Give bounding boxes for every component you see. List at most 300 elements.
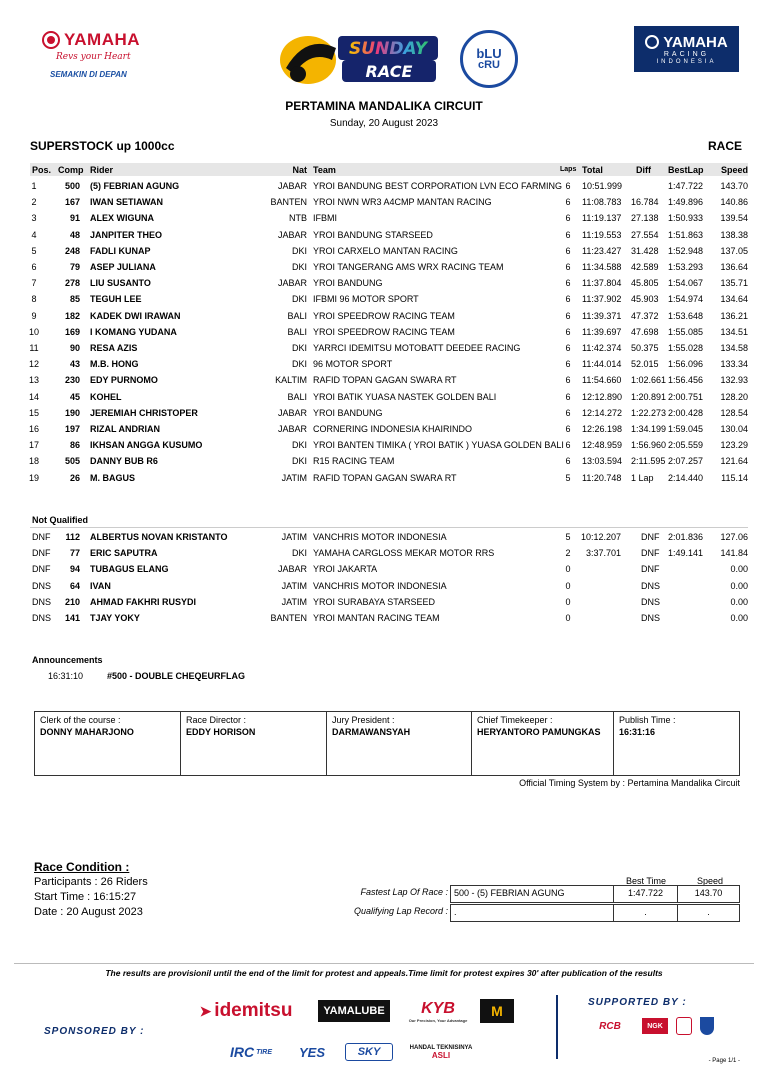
result-diff: 1 Lap [631, 472, 654, 483]
result-diff: 45.805 [631, 278, 659, 289]
semakin-tagline: SEMAKIN DI DEPAN [50, 70, 127, 79]
qualifying-lap-label: Qualifying Lap Record : [353, 906, 448, 916]
nq-nat: JABAR [277, 564, 307, 575]
result-best: 1:55.085 [667, 326, 703, 337]
sky-text: SKY [357, 1046, 381, 1058]
result-pos: 11 [29, 343, 39, 353]
result-rider: RIZAL ANDRIAN [90, 424, 160, 434]
result-nat: BANTEN [270, 197, 307, 208]
official-name: 16:31:16 [619, 727, 656, 737]
result-total: 11:23.427 [582, 245, 622, 256]
result-total: 13:03.594 [582, 456, 623, 467]
nq-diff: DNF [641, 532, 660, 542]
nq-comp: 94 [69, 564, 80, 575]
result-laps: 6 [565, 326, 571, 337]
result-comp: 79 [69, 262, 80, 272]
result-best: 1:55.028 [667, 343, 703, 353]
official-chief-timekeeper [472, 712, 614, 775]
result-laps: 6 [565, 375, 571, 386]
result-nat: BALI [287, 391, 307, 402]
column-header-diff: Diff [636, 165, 651, 175]
result-diff: 45.903 [631, 294, 659, 305]
result-diff: 31.428 [631, 245, 659, 256]
nq-speed: 127.06 [720, 532, 748, 542]
nq-nat: JATIM [281, 532, 307, 542]
result-laps: 6 [565, 343, 571, 353]
result-total: 12:12.890 [582, 391, 623, 402]
best-time-header: Best Time [626, 876, 667, 886]
result-laps: 6 [565, 229, 571, 240]
session-title: RACE [707, 139, 742, 153]
result-team: YROI CARXELO MANTAN RACING [313, 245, 458, 256]
official-role: Chief Timekeeper : [477, 715, 553, 725]
result-team: RAFID TOPAN GAGAN SWARA RT [313, 472, 457, 483]
timing-system-credit: Official Timing System by : Pertamina Mandalika Circuit [519, 778, 740, 788]
speed-header: Speed [697, 876, 724, 886]
nq-pos: DNF [32, 532, 51, 542]
nq-nat: JATIM [281, 596, 307, 607]
result-pos: 18 [28, 456, 39, 467]
column-header-total: Total [582, 165, 603, 175]
result-diff: 2:11.595 [631, 456, 666, 467]
result-team: R15 RACING TEAM [313, 456, 395, 467]
result-team: CORNERING INDONESIA KHAIRINDO [313, 424, 473, 434]
footer-divider [14, 963, 754, 964]
announcements-title: Announcements [32, 655, 103, 665]
result-rider: IKHSAN ANGGA KUSUMO [90, 440, 203, 451]
column-header-comp: Comp [58, 165, 84, 175]
yamaha-wordmark: YAMAHA [64, 30, 141, 49]
ngk-logo [642, 1018, 668, 1034]
result-pos: 8 [31, 294, 37, 305]
result-diff: 1:02.661 [631, 375, 667, 386]
result-best: 2:07.257 [667, 456, 703, 467]
result-diff: 47.372 [631, 310, 659, 321]
result-pos: 7 [31, 278, 37, 289]
yes-text: YES [298, 1044, 325, 1060]
circuit-title: PERTAMINA MANDALIKA CIRCUIT [285, 99, 483, 113]
result-diff: 42.589 [631, 262, 659, 272]
event-date: Sunday, 20 August 2023 [329, 118, 439, 129]
nq-pos: DNF [32, 564, 51, 575]
result-speed: 139.54 [720, 213, 748, 224]
result-pos: 13 [28, 375, 39, 386]
shield-icon [700, 1017, 714, 1035]
result-total: 11:19.137 [582, 213, 622, 224]
nq-total: 3:37.701 [585, 548, 621, 559]
nq-laps: 0 [565, 580, 571, 591]
result-best: 1:54.974 [667, 294, 703, 305]
irc-tire-logo [222, 1042, 280, 1062]
yes-logo [292, 1042, 332, 1062]
result-comp: 190 [64, 407, 80, 418]
result-rider: IWAN SETIAWAN [90, 197, 164, 208]
result-comp: 91 [69, 213, 80, 224]
qualifying-lap-speed: . [678, 904, 740, 922]
result-speed: 134.58 [720, 343, 748, 353]
result-best: 1:54.067 [667, 278, 703, 289]
sponsored-by-label: SPONSORED BY : [44, 1026, 145, 1037]
nq-team: YROI MANTAN RACING TEAM [313, 613, 440, 623]
svg-text:SUNDAY: SUNDAY [349, 39, 427, 59]
result-laps: 6 [565, 310, 571, 321]
result-team: YROI SPEEDROW RACING TEAM [313, 310, 455, 321]
result-comp: 500 [64, 181, 80, 191]
result-rider: JEREMIAH CHRISTOPER [90, 407, 198, 418]
nq-speed: 0.00 [730, 580, 748, 591]
result-total: 11:08.783 [582, 197, 622, 208]
result-best: 2:14.440 [667, 472, 703, 483]
result-laps: 6 [565, 262, 571, 272]
result-rider: (5) FEBRIAN AGUNG [90, 181, 180, 191]
official-name: DARMAWANSYAH [332, 727, 411, 737]
result-speed: 128.20 [720, 391, 748, 402]
fastest-lap-time: 1:47.722 [614, 885, 678, 903]
handal-text: HANDAL TEKNISINYA [409, 1044, 473, 1051]
nq-laps: 0 [565, 613, 571, 623]
result-rider: RESA AZIS [90, 343, 138, 353]
yamaha-logo-left [42, 30, 152, 79]
idemitsu-logo [190, 998, 302, 1024]
official-jury-president [327, 712, 472, 775]
result-team: YARRCI IDEMITSU MOTOBATT DEEDEE RACING [313, 343, 521, 353]
result-diff: 50.375 [631, 343, 659, 353]
result-nat: DKI [291, 262, 307, 272]
result-nat: JABAR [277, 278, 307, 289]
official-role: Clerk of the course : [40, 715, 121, 725]
nq-laps: 2 [565, 548, 571, 559]
indonesia-text: INDONESIA [656, 58, 717, 65]
result-team: YROI BATIK YUASA NASTEK GOLDEN BALI [313, 391, 497, 402]
fastest-lap-speed: 143.70 [678, 885, 740, 903]
provisional-footnote: The results are provisionil until the end of the limit for protest and appeals.Time limit for protest expires 30' after publication of the results [105, 968, 663, 978]
kyb-logo [406, 998, 470, 1024]
result-pos: 17 [28, 440, 39, 451]
sunday-race-logo [276, 28, 446, 90]
nq-team: VANCHRIS MOTOR INDONESIA [313, 532, 447, 542]
result-nat: KALTIM [275, 375, 307, 386]
race-condition-title: Race Condition : [34, 860, 130, 874]
result-laps: 6 [565, 197, 571, 208]
nq-nat: BANTEN [270, 613, 307, 623]
nq-comp: 112 [65, 532, 80, 542]
kyb-text: KYB [421, 999, 455, 1017]
irc-tire-text: TIRE [256, 1048, 273, 1056]
result-team: IFBMI 96 MOTOR SPORT [313, 294, 419, 305]
nq-diff: DNS [641, 580, 661, 591]
result-laps: 6 [565, 181, 571, 191]
result-team: YROI SPEEDROW RACING TEAM [313, 326, 455, 337]
result-laps: 6 [565, 424, 571, 434]
nq-best: 2:01.836 [667, 532, 703, 542]
result-diff: 27.554 [631, 229, 659, 240]
result-laps: 6 [565, 440, 571, 451]
sponsor-badge-icon [676, 1017, 692, 1035]
result-rider: FADLI KUNAP [90, 245, 151, 256]
column-header-team: Team [313, 165, 336, 175]
result-diff: 52.015 [631, 359, 659, 370]
result-speed: 134.64 [720, 294, 748, 305]
result-pos: 16 [28, 424, 39, 434]
result-best: 1:49.896 [667, 197, 703, 208]
idemitsu-text: idemitsu [214, 1000, 293, 1021]
nq-rider: ALBERTUS NOVAN KRISTANTO [90, 532, 228, 542]
result-rider: ASEP JULIANA [90, 262, 156, 272]
result-comp: 86 [69, 440, 80, 451]
motobatt-logo [480, 999, 514, 1023]
result-diff: 1:34.199 [631, 424, 667, 434]
result-best: 1:56.456 [667, 375, 703, 386]
result-pos: 9 [31, 310, 37, 321]
nq-rider: AHMAD FAKHRI RUSYDI [90, 596, 197, 607]
result-speed: 143.70 [720, 181, 748, 191]
result-total: 11:37.804 [582, 278, 622, 289]
result-pos: 15 [28, 407, 39, 418]
nq-nat: DKI [291, 548, 307, 559]
result-nat: JABAR [277, 181, 307, 191]
official-role: Jury President : [332, 715, 395, 725]
result-rider: KOHEL [90, 391, 122, 402]
result-pos: 19 [28, 472, 39, 483]
result-diff: 27.138 [631, 213, 659, 224]
result-nat: JATIM [281, 472, 307, 483]
official-role: Race Director : [186, 715, 247, 725]
result-team: 96 MOTOR SPORT [313, 359, 393, 370]
sponsor-divider [556, 995, 558, 1059]
result-total: 11:20.748 [582, 472, 622, 483]
result-team: RAFID TOPAN GAGAN SWARA RT [313, 375, 457, 386]
result-speed: 134.51 [720, 326, 748, 337]
result-laps: 6 [565, 407, 571, 418]
announcement-time: 16:31:10 [48, 671, 84, 681]
idemitsu-mark-icon: ➤ [199, 1002, 212, 1019]
nq-team: YROI JAKARTA [313, 564, 378, 575]
result-rider: ALEX WIGUNA [90, 213, 154, 224]
supported-by-label: SUPPORTED BY : [588, 997, 687, 1008]
nq-speed: 0.00 [730, 596, 748, 607]
nq-team: VANCHRIS MOTOR INDONESIA [313, 580, 447, 591]
result-total: 11:54.660 [582, 375, 622, 386]
result-speed: 128.54 [720, 407, 748, 418]
yamaha-right-wordmark: YAMAHA [663, 33, 728, 51]
result-speed: 115.14 [721, 472, 748, 483]
asli-text: ASLI [431, 1050, 451, 1060]
result-laps: 6 [565, 278, 571, 289]
nq-total: 10:12.207 [580, 532, 621, 542]
result-nat: DKI [291, 440, 307, 451]
column-header-rider: Rider [90, 165, 114, 175]
column-header-nat: Nat [292, 165, 307, 175]
nq-laps: 5 [565, 532, 571, 542]
result-best: 2:00.751 [667, 391, 703, 402]
result-comp: 278 [64, 278, 80, 289]
nq-nat: JATIM [281, 580, 307, 591]
handal-logo [406, 1042, 476, 1062]
nq-diff: DNF [641, 548, 660, 559]
result-speed: 138.38 [720, 229, 748, 240]
nq-speed: 0.00 [730, 613, 748, 623]
result-comp: 26 [69, 472, 80, 483]
result-speed: 121.64 [720, 456, 748, 467]
result-total: 10:51.999 [582, 181, 623, 191]
result-diff: 16.784 [631, 197, 659, 208]
nq-pos: DNS [32, 596, 52, 607]
result-pos: 5 [31, 245, 37, 256]
result-comp: 169 [64, 326, 80, 337]
tuning-fork-icon [645, 35, 659, 49]
qualifying-lap-row [450, 904, 740, 922]
nq-pos: DNF [32, 548, 51, 559]
result-team: YROI BANTEN TIMIKA ( YROI BATIK ) YUASA GOLDEN BALI [313, 440, 564, 451]
yamalube-logo [318, 1000, 390, 1022]
nq-pos: DNS [32, 580, 52, 591]
result-total: 12:48.959 [582, 440, 623, 451]
result-nat: DKI [291, 294, 307, 305]
nq-laps: 0 [565, 564, 571, 575]
class-title: SUPERSTOCK up 1000cc [30, 139, 175, 153]
official-race-director [181, 712, 327, 775]
nq-diff: DNS [641, 596, 661, 607]
tuning-fork-icon [42, 31, 60, 49]
rcb-logo [588, 1018, 632, 1034]
column-header-best: BestLap [668, 165, 704, 175]
result-laps: 6 [565, 245, 571, 256]
officials-box [34, 711, 740, 776]
result-comp: 167 [64, 197, 80, 208]
result-total: 11:37.902 [582, 294, 622, 305]
nq-rider: IVAN [90, 580, 111, 591]
result-pos: 1 [31, 181, 37, 191]
rcb-text: RCB [599, 1020, 621, 1032]
result-team: YROI BANDUNG BEST CORPORATION LVN ECO FARMING [313, 181, 563, 191]
result-total: 11:42.374 [582, 343, 622, 353]
result-best: 1:51.863 [667, 229, 703, 240]
fastest-lap-row [450, 885, 740, 903]
result-total: 11:34.588 [582, 262, 622, 272]
result-speed: 136.64 [720, 262, 748, 272]
result-rider: LIU SUSANTO [90, 278, 151, 289]
result-rider: TEGUH LEE [90, 294, 142, 305]
nq-team: YROI SURABAYA STARSEED [313, 596, 436, 607]
fastest-lap-rider: 500 - (5) FEBRIAN AGUNG [450, 885, 614, 903]
result-laps: 6 [565, 391, 571, 402]
result-comp: 85 [69, 294, 80, 305]
result-speed: 135.71 [720, 278, 748, 289]
yamaha-racing-indonesia-logo [634, 26, 739, 72]
result-pos: 2 [31, 197, 37, 208]
nq-speed: 141.84 [720, 548, 748, 559]
revs-tagline: Revs your Heart [56, 52, 131, 62]
result-rider: JANPITER THEO [90, 229, 163, 240]
result-team: YROI BANDUNG STARSEED [313, 229, 433, 240]
yamalube-text: YAMALUBE [323, 1005, 385, 1017]
result-team: IFBMI [313, 213, 337, 224]
official-publish-time [614, 712, 739, 775]
result-speed: 140.86 [720, 197, 748, 208]
result-nat: NTB [289, 213, 307, 224]
result-nat: JABAR [277, 424, 307, 434]
announcement-text: #500 - DOUBLE CHEQEURFLAG [107, 671, 246, 681]
result-best: 1:50.933 [667, 213, 703, 224]
official-name: EDDY HORISON [186, 727, 256, 737]
race-date-text: Date : 20 August 2023 [34, 906, 143, 918]
blu-cru-logo [460, 30, 518, 88]
result-total: 11:39.697 [582, 326, 622, 337]
racing-text: RACING [663, 50, 710, 58]
official-name: HERYANTORO PAMUNGKAS [477, 727, 601, 737]
result-nat: BALI [287, 310, 307, 321]
result-nat: BALI [287, 326, 307, 337]
result-rider: I KOMANG YUDANA [90, 326, 177, 337]
result-team: YROI BANDUNG [313, 278, 383, 289]
result-pos: 3 [31, 213, 37, 224]
result-diff: 1:20.891 [631, 391, 667, 402]
result-nat: DKI [291, 343, 307, 353]
nq-pos: DNS [32, 613, 52, 623]
nq-diff: DNF [641, 564, 660, 575]
result-comp: 43 [69, 359, 80, 370]
result-speed: 133.34 [720, 359, 748, 370]
qualifying-lap-rider: . [450, 904, 614, 922]
result-speed: 130.04 [720, 424, 748, 434]
result-rider: DANNY BUB R6 [90, 456, 158, 467]
result-total: 12:14.272 [582, 407, 623, 418]
motobatt-text: M [491, 1003, 503, 1019]
nq-rider: ERIC SAPUTRA [90, 548, 158, 559]
kyb-tagline: Our Precision, Your Advantage [408, 1017, 468, 1023]
nq-rider: TUBAGUS ELANG [90, 564, 169, 575]
result-total: 11:19.553 [582, 229, 622, 240]
result-comp: 182 [64, 310, 80, 321]
result-diff: 1:56.960 [631, 440, 667, 451]
nq-comp: 141 [64, 613, 80, 623]
official-role: Publish Time : [619, 715, 676, 725]
result-best: 1:59.045 [667, 424, 703, 434]
result-best: 1:53.648 [667, 310, 703, 321]
nq-laps: 0 [565, 596, 571, 607]
irc-text: IRC [229, 1044, 255, 1060]
result-speed: 136.21 [720, 310, 748, 321]
sky-logo [345, 1043, 393, 1061]
result-nat: JABAR [277, 407, 307, 418]
result-comp: 197 [64, 424, 80, 434]
result-speed: 137.05 [720, 245, 748, 256]
participants-text: Participants : 26 Riders [34, 876, 148, 888]
nq-diff: DNS [641, 613, 661, 623]
result-laps: 6 [565, 213, 571, 224]
result-total: 12:26.198 [582, 424, 623, 434]
result-speed: 123.29 [720, 440, 748, 451]
not-qualified-title: Not Qualified [32, 515, 88, 525]
result-nat: DKI [291, 456, 307, 467]
result-total: 11:44.014 [582, 359, 622, 370]
result-team: YROI NWN WR3 A4CMP MANTAN RACING [313, 197, 492, 208]
result-best: 2:05.559 [667, 440, 703, 451]
result-diff: 47.698 [631, 326, 659, 337]
nq-speed: 0.00 [730, 564, 748, 575]
svg-text:RACE: RACE [365, 62, 413, 81]
official-name: DONNY MAHARJONO [40, 727, 134, 737]
result-nat: DKI [291, 245, 307, 256]
nq-team: YAMAHA CARGLOSS MEKAR MOTOR RRS [313, 548, 495, 559]
result-comp: 48 [69, 229, 80, 240]
result-total: 11:39.371 [582, 310, 622, 321]
qualifying-lap-time: . [614, 904, 678, 922]
result-best: 1:56.096 [667, 359, 703, 370]
official-clerk [35, 712, 181, 775]
result-laps: 6 [565, 359, 571, 370]
result-nat: DKI [291, 359, 307, 370]
